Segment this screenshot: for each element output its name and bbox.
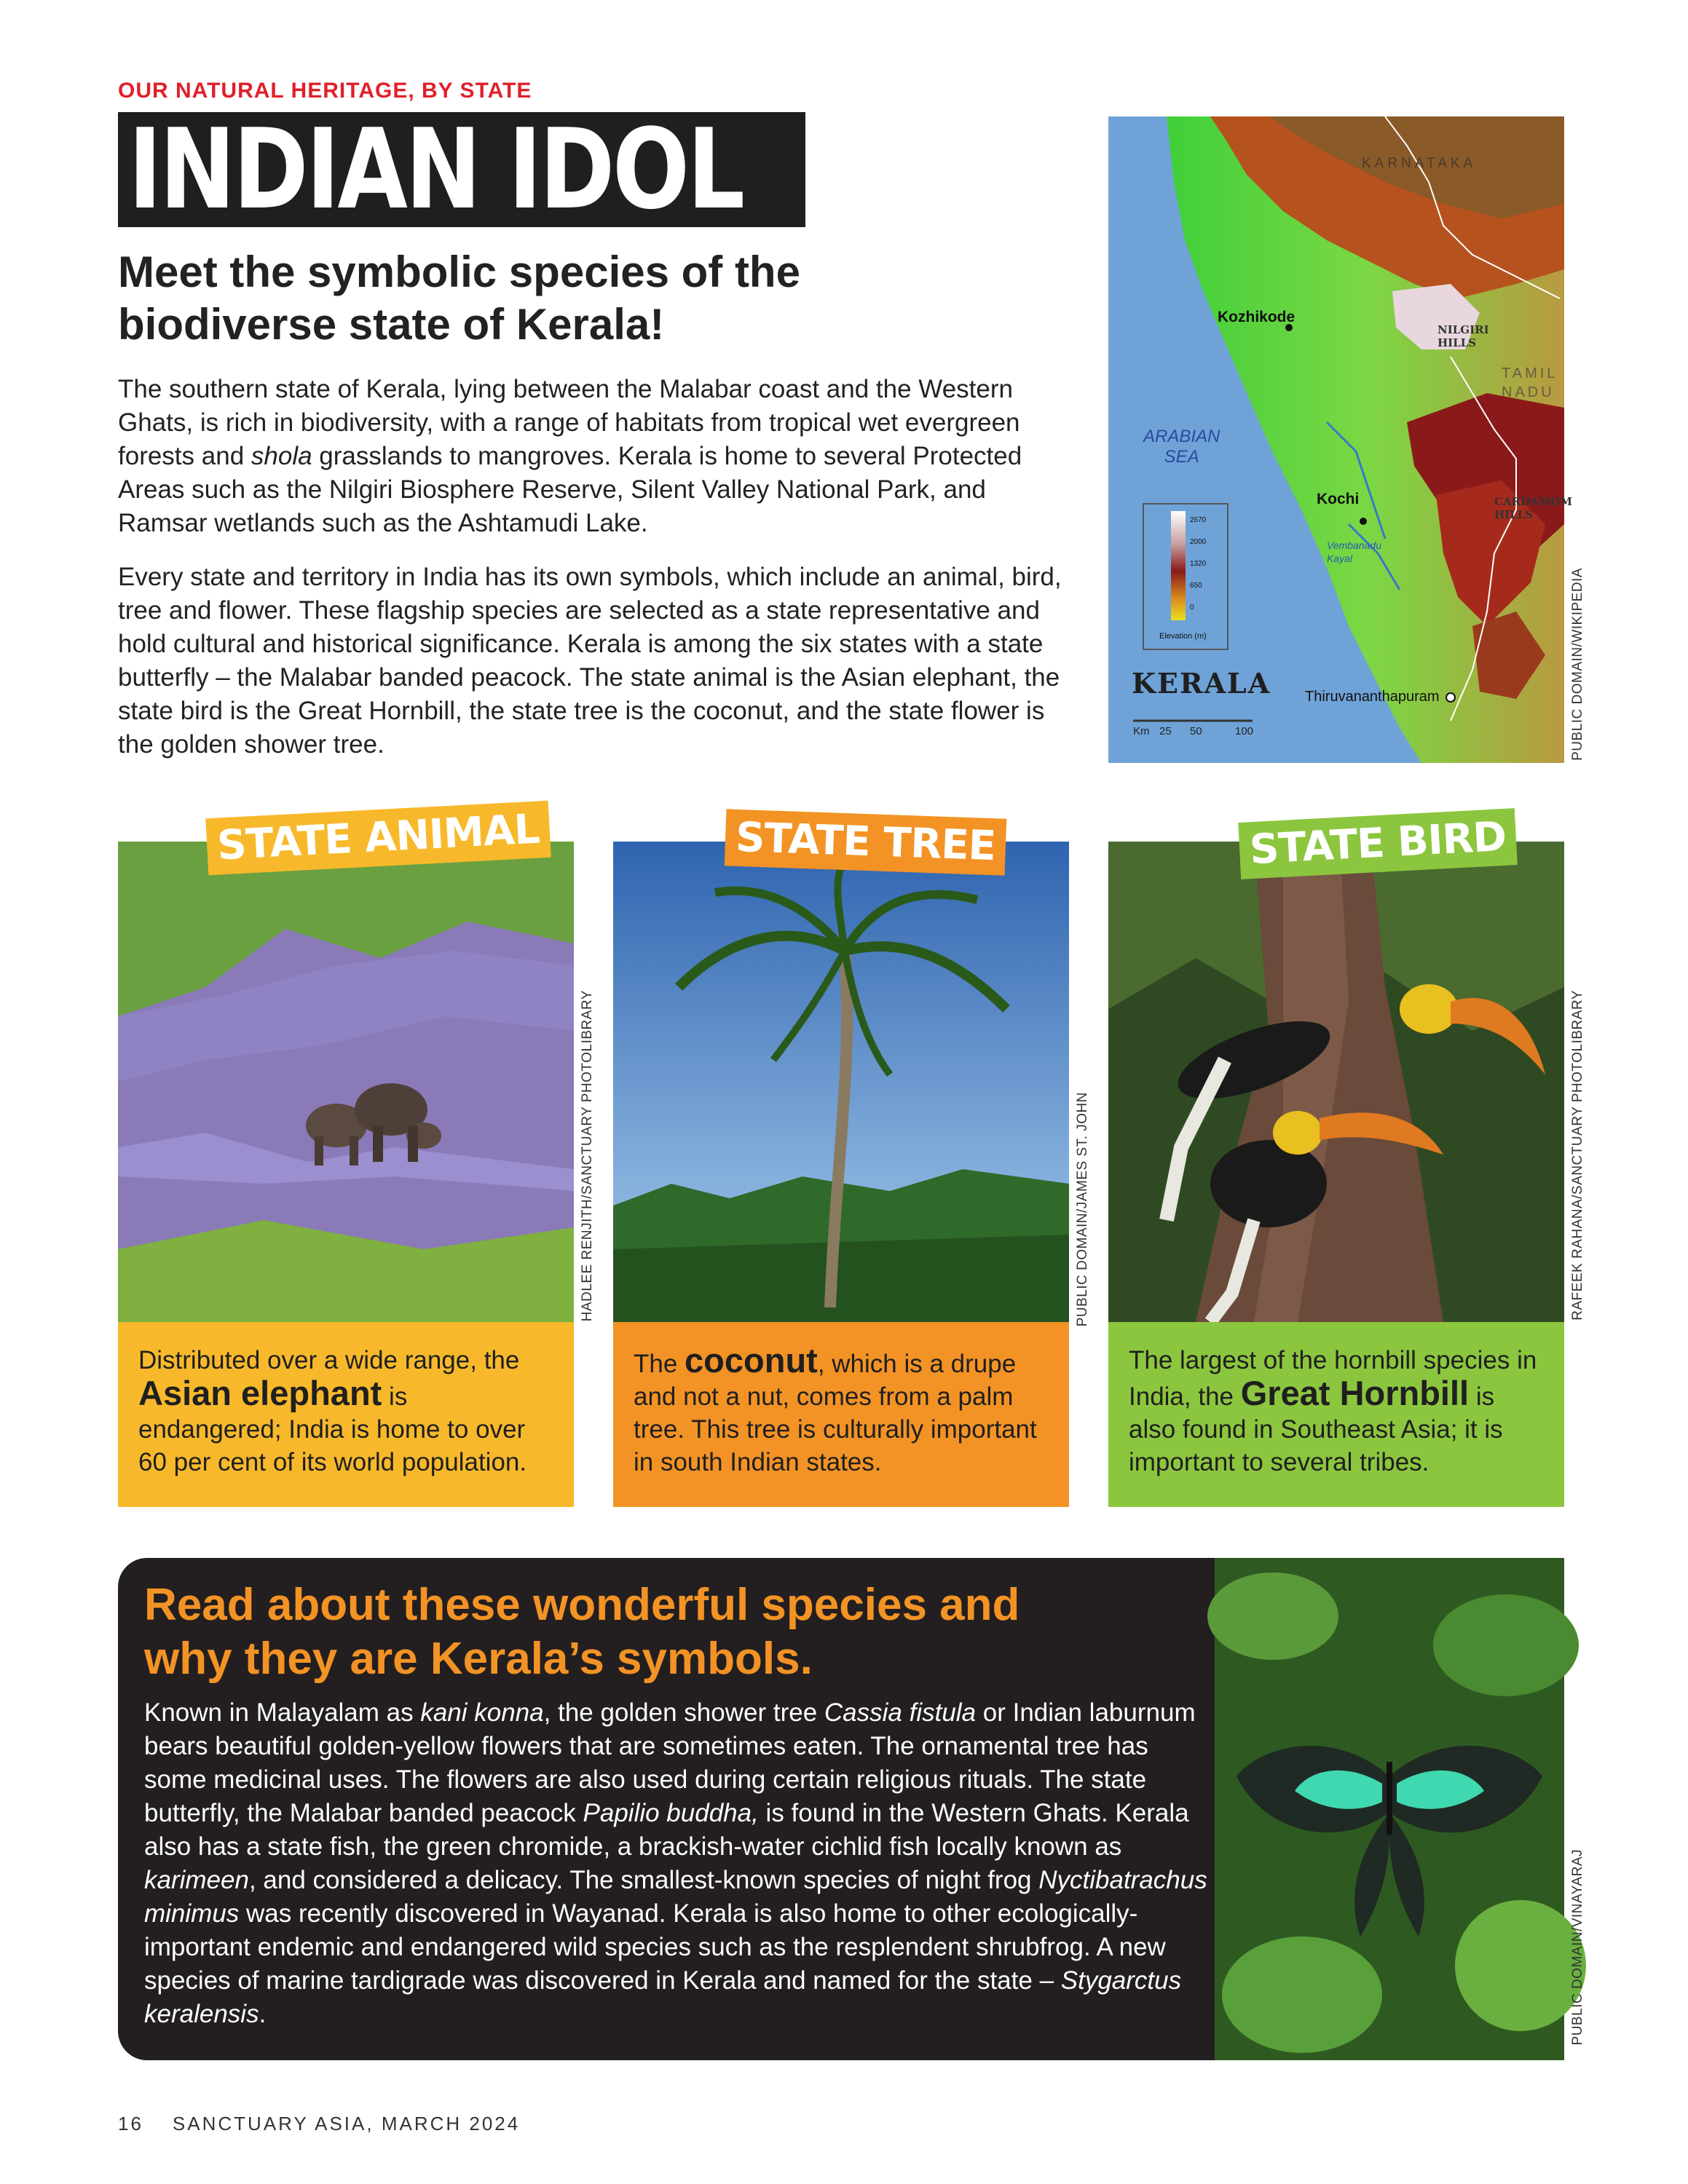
butterfly-photo — [1215, 1558, 1564, 2060]
bird-caption-text: is also found in Southeast Asia; it is important to several tribes. — [1129, 1382, 1503, 1476]
butterfly-illustration — [1215, 1558, 1564, 2060]
page-title: INDIAN IDOL — [128, 105, 743, 234]
kicker: OUR NATURAL HERITAGE, BY STATE — [118, 79, 532, 103]
panel-text: Known in Malayalam as — [144, 1698, 421, 1727]
page-number: 16 — [118, 2113, 143, 2134]
butterfly-credit: PUBLIC DOMAIN/VINAYARAJ — [1570, 1849, 1585, 2046]
hornbill-photo — [1108, 842, 1564, 1322]
map-label-arabian-2: SEA — [1164, 447, 1199, 467]
elephant-photo — [118, 842, 574, 1322]
intro-text: grasslands to mangroves. Kerala is home to several Protected Areas such as the Nilgiri Biosphere Reserve, Silent Valley National Park, and Ramsar wetlands such as the Ashtamudi Lake. — [118, 442, 1022, 537]
legend-tick: 2670 — [1190, 516, 1207, 524]
page-footer — [118, 2113, 520, 2135]
map-scale — [1133, 725, 1264, 737]
tree-caption — [613, 1322, 1069, 1507]
map-legend-ticks — [1190, 510, 1206, 619]
bird-credit: RAFEEK RAHANA/SANCTUARY PHOTOLIBRARY — [1570, 990, 1585, 1321]
panel-text: , and considered a delicacy. The smallest-known species of night frog — [248, 1866, 1039, 1894]
panel-heading-line-1: Read about these wonderful species and — [144, 1580, 1020, 1630]
map-label-arabian-sea — [1143, 427, 1220, 467]
map-label-nilgiri-1: NILGIRI — [1437, 323, 1489, 336]
animal-credit: HADLEE RENJITH/SANCTUARY PHOTOLIBRARY — [580, 990, 595, 1322]
coconut-photo — [613, 842, 1069, 1322]
map-label-kochi: Kochi — [1317, 491, 1360, 507]
map-label-tamil-2: NADU — [1502, 384, 1555, 400]
map-credit: PUBLIC DOMAIN/WIKIPEDIA — [1570, 568, 1585, 761]
subtitle-line-1: Meet the symbolic species of the — [118, 248, 800, 296]
legend-tick: 0 — [1190, 604, 1194, 612]
bird-caption — [1108, 1322, 1564, 1507]
title-banner — [118, 105, 805, 234]
tree-caption-text: , which is a drupe and not a nut, comes from a palm tree. This tree is culturally important in south Indian states. — [634, 1350, 1037, 1476]
legend-tick: 1320 — [1190, 560, 1207, 568]
animal-caption-text: Distributed over a wide range, the — [138, 1346, 520, 1374]
panel-text: or Indian laburnum bears beautiful golden-yellow flowers that are sometimes eaten. The ornamental tree has some medicinal uses. The flowers are also used during certain religious rituals. The state butterfly, the Malabar banded peacock — [144, 1698, 1196, 1827]
palm-illustration — [613, 842, 1069, 1322]
panel-text: . — [259, 2000, 267, 2028]
map-state-name: KERALA — [1132, 667, 1271, 700]
map-label-arabian-1: ARABIAN — [1143, 427, 1220, 446]
animal-name: Asian elephant — [138, 1374, 382, 1412]
panel-emphasis: Cassia fistula — [824, 1698, 977, 1727]
animal-caption — [118, 1322, 574, 1507]
subtitle — [118, 246, 1065, 351]
intro-paragraph-1 — [118, 373, 1079, 540]
panel-body — [144, 1696, 1207, 2031]
tree-caption-text: The — [634, 1350, 685, 1378]
hornbill-illustration — [1108, 842, 1564, 1322]
legend-tick: 2000 — [1190, 538, 1207, 546]
panel-emphasis: kani konna — [420, 1698, 544, 1727]
panel-heading — [144, 1578, 1193, 1686]
panel-emphasis: Stygarctus keralensis — [144, 1966, 1182, 2028]
scale-km: Km — [1133, 725, 1150, 737]
panel-heading-line-2: why they are Kerala’s symbols. — [144, 1634, 813, 1684]
map-label-nilgiri-2: HILLS — [1437, 336, 1477, 349]
map-label-tamil-nadu — [1502, 364, 1558, 402]
state-animal-tag: STATE ANIMAL — [205, 801, 551, 876]
intro-paragraph-2: Every state and territory in India has its own symbols, which include an animal, bird, tree and flower. These flagship species are selected as a state representative and hold cultural and historical significance. Kerala is among the six states with a state butterfly – the Malabar banded peacock. The state animal is the Asian elephant, the state bird is the Great Hornbill, the state tree is the coconut, and the state flower is the golden shower tree. — [118, 563, 1062, 759]
tree-credit: PUBLIC DOMAIN/JAMES ST. JOHN — [1075, 1092, 1090, 1327]
map-label-cardamom-2: HILLS — [1494, 508, 1534, 521]
subtitle-line-2: biodiverse state of Kerala! — [118, 300, 665, 349]
scale-100: 100 — [1235, 725, 1254, 737]
panel-text: is found in the Western Ghats. Kerala also has a state fish, the green chromide, a brackish-water cichlid fish locally known as — [144, 1799, 1189, 1861]
map-label-nilgiri — [1437, 323, 1489, 349]
map-legend-title: Elevation (m) — [1159, 632, 1207, 641]
scale-50: 50 — [1190, 725, 1202, 737]
kerala-map — [1108, 116, 1572, 763]
legend-tick: 650 — [1190, 582, 1202, 590]
map-label-vembanadu-1: Vembanadu — [1327, 539, 1381, 551]
animal-caption-text: is endangered; India is home to over 60 per cent of its world population. — [138, 1382, 527, 1476]
map-label-vembanadu — [1327, 539, 1381, 565]
panel-text: was recently discovered in Wayanad. Kerala is also home to other ecologically-important endemic and endangered wild species such as the resplendent shrubfrog. A new species of marine tardigrade was discovered in Kerala and named for the state – — [144, 1899, 1166, 1995]
map-label-cardamom-1: CARDAMOM — [1494, 495, 1572, 508]
panel-emphasis: Nyctibatrachus minimus — [144, 1866, 1207, 1928]
map-label-kozhikode: Kozhikode — [1218, 309, 1295, 325]
publication-name: SANCTUARY ASIA, MARCH 2024 — [172, 2113, 521, 2134]
panel-emphasis: karimeen — [144, 1866, 249, 1894]
elephant-illustration — [118, 842, 574, 1322]
bird-caption-text: The largest of the hornbill species in India, the — [1129, 1346, 1537, 1411]
map-label-karnataka: KARNATAKA — [1362, 156, 1477, 171]
map-label-vembanadu-2: Kayal — [1327, 553, 1353, 564]
map-label-tamil-1: TAMIL — [1502, 365, 1558, 381]
state-bird-tag: STATE BIRD — [1238, 808, 1518, 879]
panel-emphasis: Papilio buddha, — [583, 1799, 759, 1827]
tree-name: coconut — [685, 1341, 818, 1380]
intro-text: The southern state of Kerala, lying between the Malabar coast and the Western Ghats, is rich in biodiversity, with a range of habitats from tropical wet evergreen forests and — [118, 375, 1020, 470]
scale-25: 25 — [1159, 725, 1172, 737]
panel-text: , the golden shower tree — [543, 1698, 824, 1727]
map-label-thiruvananthapuram: Thiruvananthapuram — [1305, 689, 1440, 705]
map-label-cardamom — [1494, 495, 1572, 521]
intro-emphasis: shola — [251, 442, 312, 470]
bird-name: Great Hornbill — [1240, 1374, 1470, 1412]
state-tree-tag: STATE TREE — [725, 809, 1006, 875]
